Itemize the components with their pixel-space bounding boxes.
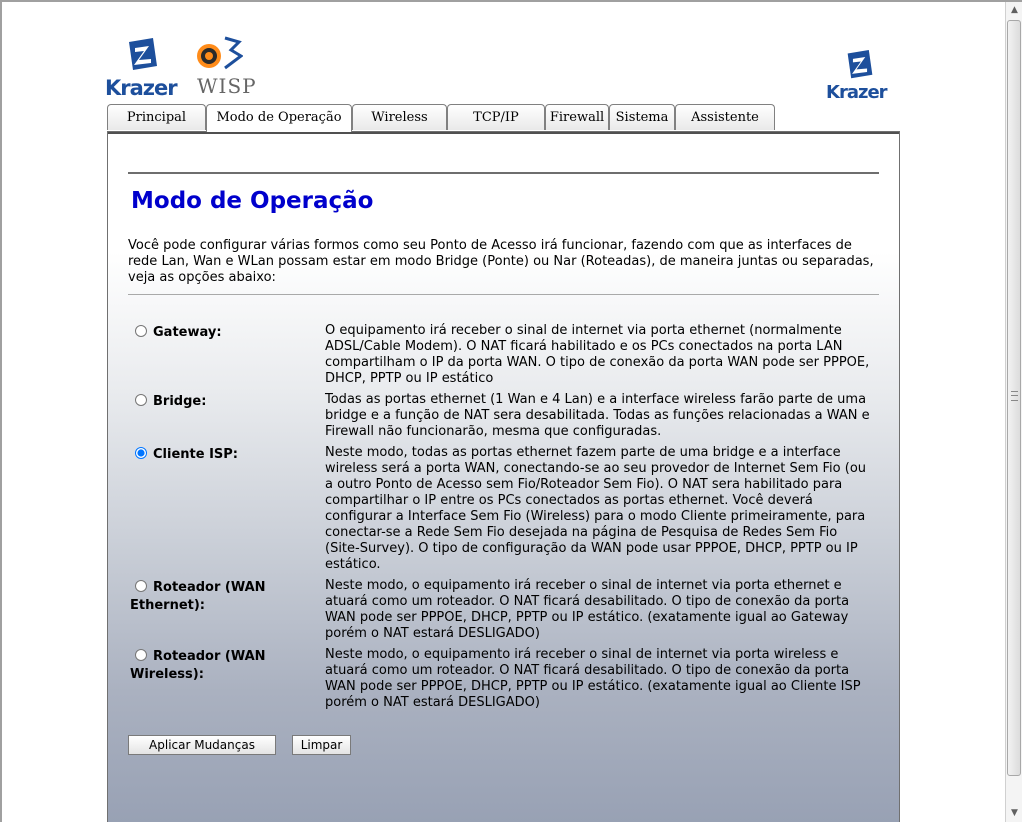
option-label: Roteador (WAN Ethernet): <box>130 580 266 613</box>
option-cliente-isp[interactable] <box>130 446 300 464</box>
option-roteador-wan-wireless[interactable] <box>130 648 300 684</box>
scrollbar-thumb[interactable] <box>1007 20 1021 776</box>
scroll-down-arrow-icon[interactable]: ▼ <box>1011 808 1018 818</box>
option-label: Bridge: <box>153 394 207 409</box>
page-title: Modo de Operação <box>131 188 374 214</box>
krazer-logo-icon <box>842 50 878 80</box>
brand-name: Krazer <box>826 82 887 103</box>
option-description: Neste modo, todas as portas ethernet fazem parte de uma bridge e a interface wireless será a porta WAN, conectando-se ao seu provedor de Internet Sem Fio (ou a outro Ponto de Acesso sem Fio/Roteador Sem Fio). O NAT sera habilitado para compartilhar o IP entre os PCs conectados as portas ethernet. Você deverá configurar a Interface Sem Fio (Wireless) para o modo Cliente primeiramente, para conectar-se a Rede Sem Fio desejada na página de Pesquisa de Redes Sem Fio (Site-Survey). O tipo de configuração da WAN pode usar PPPOE, DHCP, PPTP ou IP estático. <box>325 445 867 572</box>
radio-roteador-wan-wireless[interactable] <box>135 649 147 661</box>
scroll-up-arrow-icon[interactable]: ▲ <box>1011 5 1018 15</box>
option-label: Cliente ISP: <box>153 447 239 462</box>
radio-bridge[interactable] <box>135 394 147 406</box>
option-description: Todas as portas ethernet (1 Wan e 4 Lan) e a interface wireless farão parte de uma bridge e a função de NAT sera desabilitada. Todas as funções relacionadas a WAN e Firewall não funcionarão, mesma que configuradas. <box>325 392 870 439</box>
option-gateway[interactable] <box>130 324 300 342</box>
product-name: WISP <box>197 74 257 98</box>
header-divider <box>128 172 879 174</box>
option-description: Neste modo, o equipamento irá receber o sinal de internet via porta wireless e atuará como um roteador. O NAT ficará desabilitado. O tipo de conexão da porta WAN pode ser PPPOE, DHCP, PPTP ou IP estático. (exatamente igual ao Cliente ISP porém o NAT estará DESLIGADO) <box>325 647 861 710</box>
tab-sistema[interactable]: Sistema <box>609 104 675 130</box>
intro-text: Você pode configurar várias formos como seu Ponto de Acesso irá funcionar, fazendo com que as interfaces de rede Lan, Wan e WLan possam estar em modo Bridge (Ponte) ou Nar (Roteadas), de maneira juntas ou separadas, veja as opções abaixo: <box>128 238 874 285</box>
tab-principal[interactable]: Principal <box>107 104 206 130</box>
intro-divider <box>128 294 879 295</box>
tab-wireless[interactable]: Wireless <box>352 104 447 130</box>
window-left-border <box>0 0 2 822</box>
radio-cliente-isp[interactable] <box>135 447 147 459</box>
scrollbar-grip-icon <box>1011 391 1018 401</box>
reset-button[interactable]: Limpar <box>292 735 351 755</box>
brand-logo-left <box>105 36 257 102</box>
option-description: O equipamento irá receber o sinal de internet via porta ethernet (normalmente ADSL/Cable Modem). O NAT ficará habilitado e os PCs conectados na porta LAN compartilham o IP da porta WAN. O tipo de conexão da porta WAN pode ser PPPOE, DHCP, PPTP ou IP estático <box>325 323 870 386</box>
option-bridge[interactable] <box>130 393 300 411</box>
krazer-logo-icon <box>123 38 163 72</box>
tab-firewall[interactable]: Firewall <box>545 104 609 130</box>
brand-logo-right <box>826 50 900 104</box>
vertical-scrollbar[interactable] <box>1005 2 1022 822</box>
brand-name: Krazer <box>105 76 177 100</box>
tab-modo-de-operacao[interactable]: Modo de Operação <box>206 104 352 132</box>
tab-assistente[interactable]: Assistente <box>675 104 775 130</box>
window-top-border <box>0 0 1022 2</box>
option-label: Roteador (WAN Wireless): <box>130 649 266 682</box>
content-panel <box>107 131 900 822</box>
wisp-logo-icon <box>191 36 243 72</box>
radio-roteador-wan-ethernet[interactable] <box>135 580 147 592</box>
option-description: Neste modo, o equipamento irá receber o sinal de internet via porta ethernet e atuará como um roteador. O NAT ficará desabilitado. O tipo de conexão da porta WAN pode ser PPPOE, DHCP, PPTP ou IP estático. (exatamente igual ao Gateway porém o NAT estará DESLIGADO) <box>325 578 850 641</box>
apply-changes-button[interactable]: Aplicar Mudanças <box>128 735 276 755</box>
panel-top-divider <box>108 132 899 134</box>
option-roteador-wan-ethernet[interactable] <box>130 579 300 615</box>
tab-tcp-ip[interactable]: TCP/IP <box>447 104 545 130</box>
radio-gateway[interactable] <box>135 325 147 337</box>
option-label: Gateway: <box>153 325 222 340</box>
